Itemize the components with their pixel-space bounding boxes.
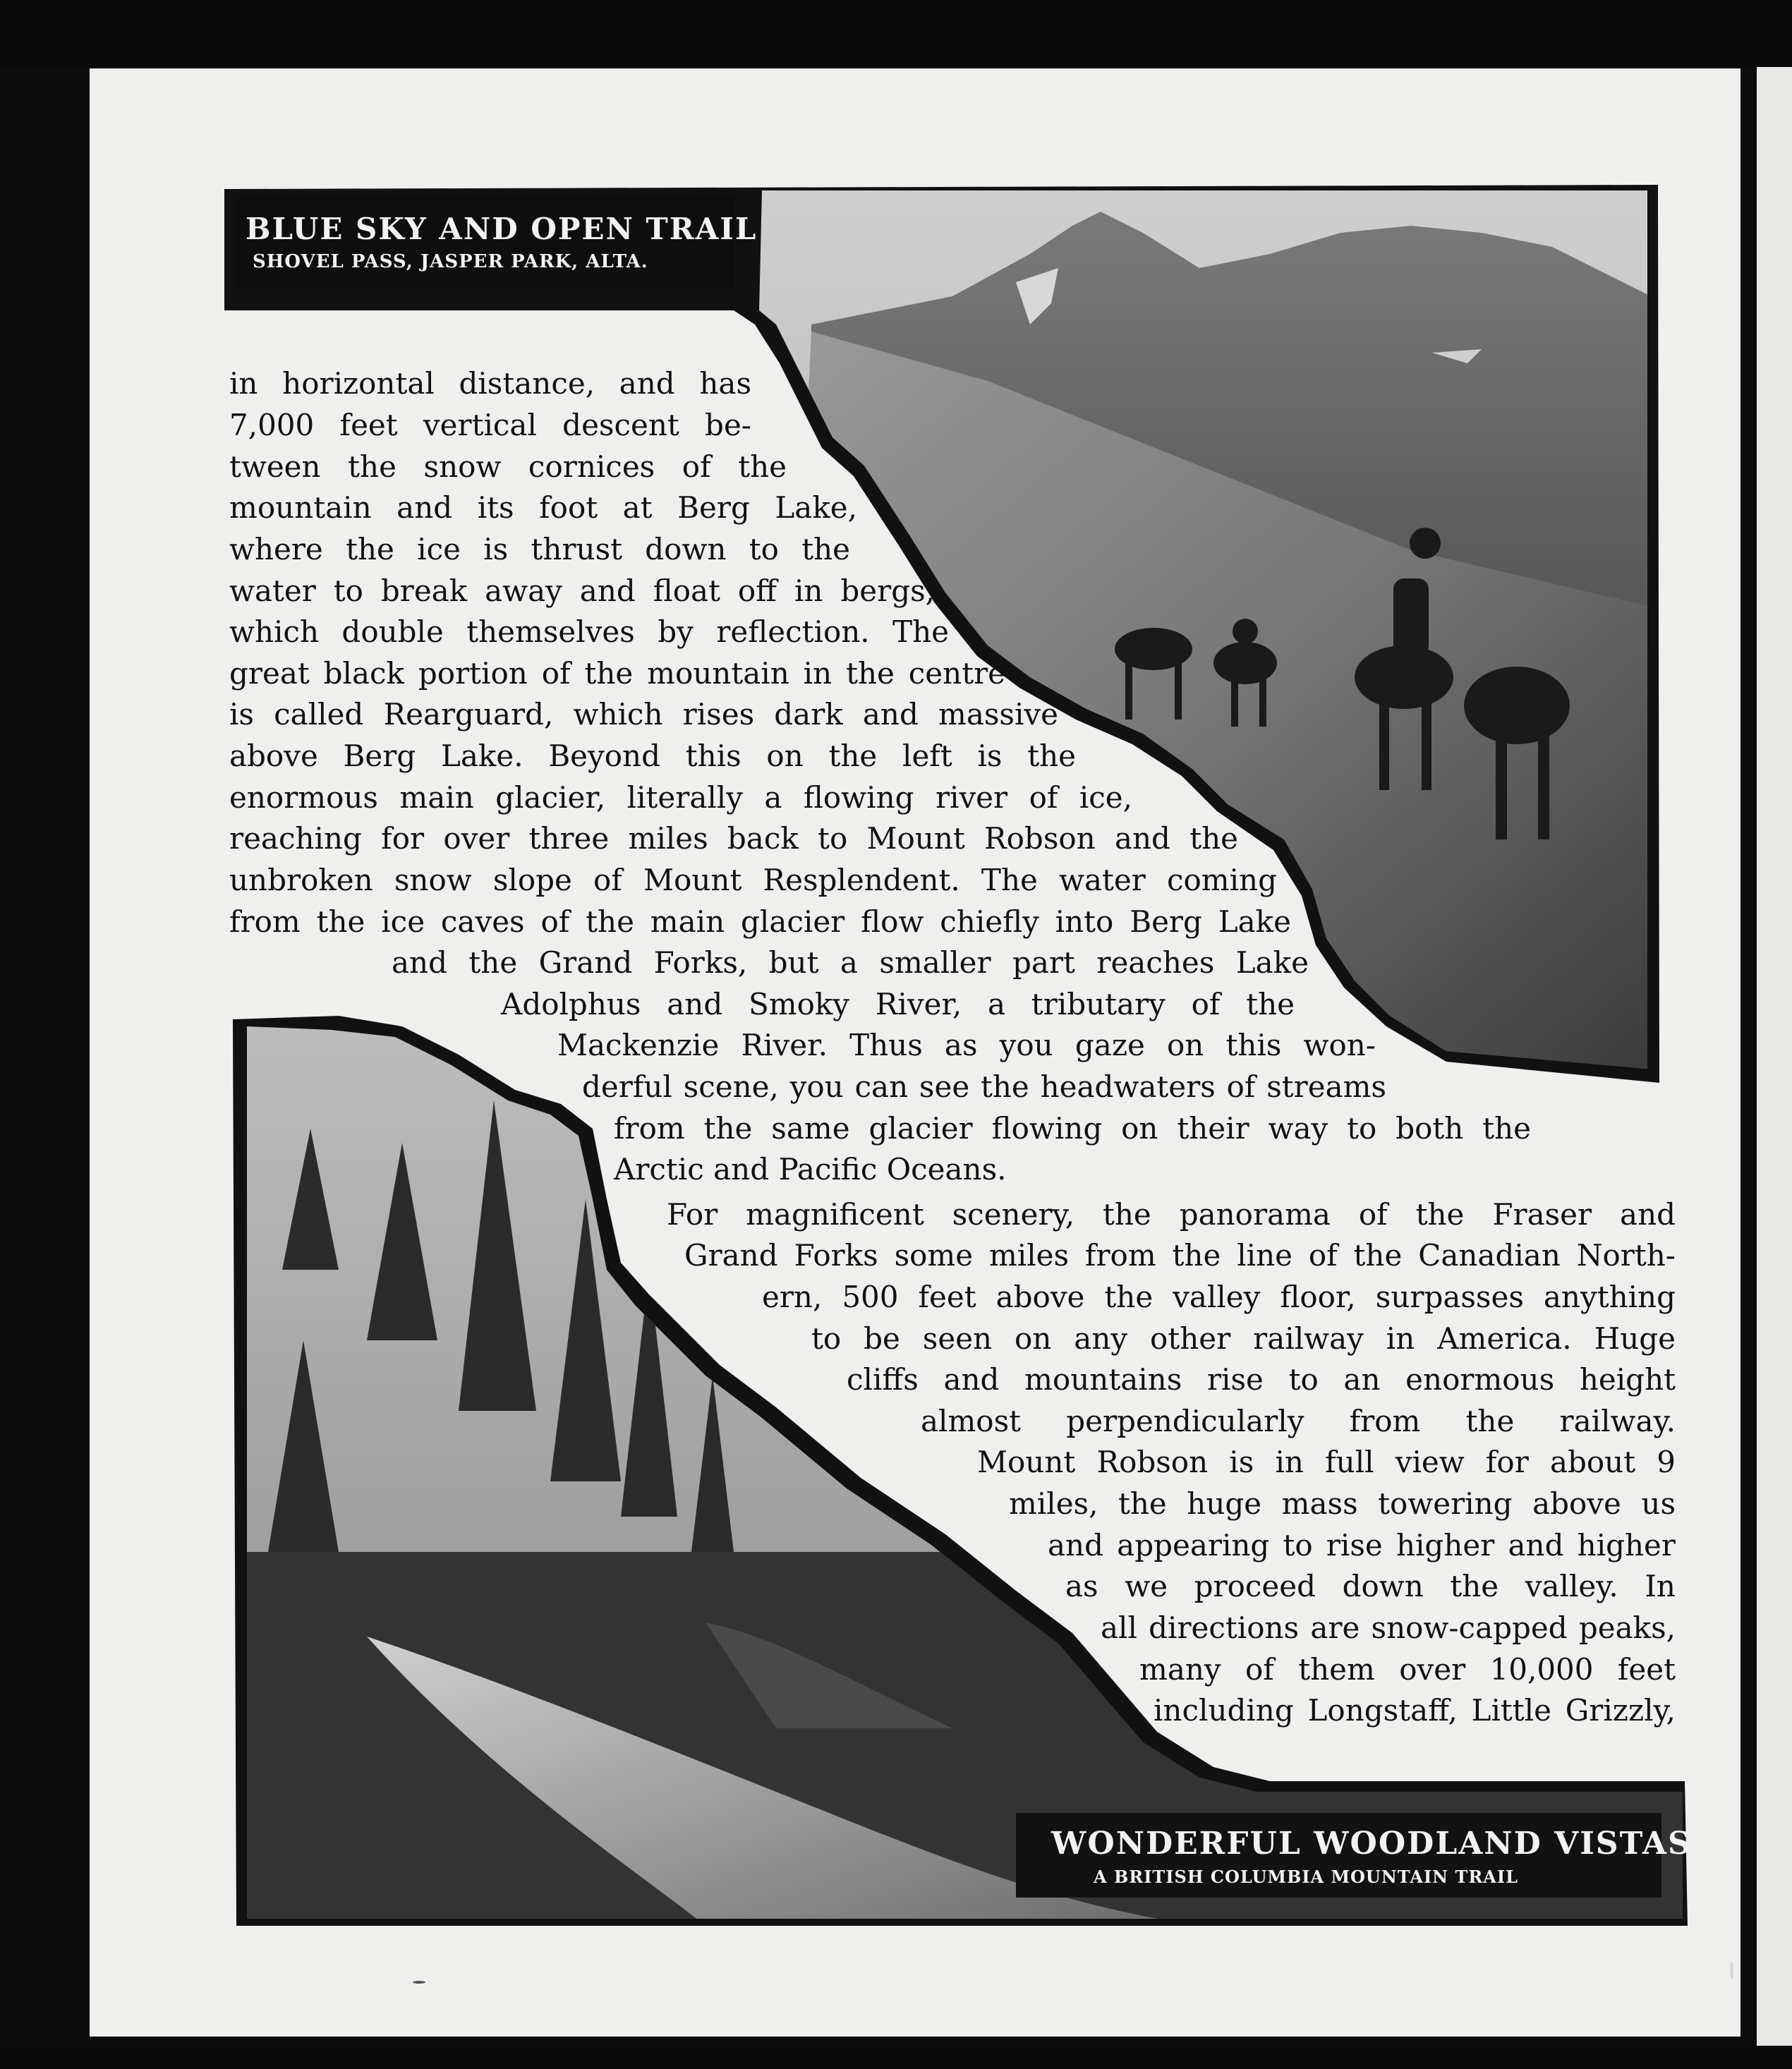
body-text-line: Mackenzie River. Thus as you gaze on this won-	[557, 1028, 1376, 1062]
body-text-line: miles, the huge mass towering above us	[1009, 1486, 1676, 1521]
body-text-line: Adolphus and Smoky River, a tributary of the	[501, 987, 1295, 1021]
body-text-line: as we proceed down the valley. In	[1065, 1569, 1676, 1603]
body-text-line: where the ice is thrust down to the	[229, 532, 850, 566]
body-text-line: Mount Robson is in full view for about 9	[977, 1445, 1676, 1479]
body-text-line: from the ice caves of the main glacier flow chiefly into Berg Lake	[229, 904, 1291, 939]
body-text-line: including Longstaff, Little Grizzly,	[1154, 1693, 1676, 1728]
body-text-line: Grand Forks some miles from the line of the Canadian North-	[684, 1238, 1676, 1273]
bottom-caption-title: WONDERFUL WOODLAND VISTAS	[1051, 1826, 1692, 1862]
top-caption-subtitle: SHOVEL PASS, JASPER PARK, ALTA.	[253, 251, 648, 272]
body-text-line: tween the snow cornices of the	[229, 449, 787, 484]
body-text-line: enormous main glacier, literally a flowing river of ice,	[229, 780, 1132, 815]
body-text-line: to be seen on any other railway in America. Huge	[811, 1321, 1676, 1356]
bottom-caption-subtitle: A BRITISH COLUMBIA MOUNTAIN TRAIL	[1094, 1867, 1518, 1887]
body-text-line: in horizontal distance, and has	[229, 366, 751, 401]
body-text-line: from the same glacier flowing on their way to both the	[614, 1111, 1531, 1146]
body-text-line: ern, 500 feet above the valley floor, surpasses anything	[762, 1280, 1676, 1314]
body-text-line: almost perpendicularly from the railway.	[921, 1404, 1676, 1438]
body-text-line: and appearing to rise higher and higher	[1048, 1528, 1676, 1563]
body-text-line: reaching for over three miles back to Mount Robson and the	[229, 821, 1238, 856]
body-text-line: above Berg Lake. Beyond this on the left is the	[229, 739, 1076, 773]
body-text-line: is called Rearguard, which rises dark and massive	[229, 697, 1058, 732]
body-text-line: For magnificent scenery, the panorama of the Fraser and	[667, 1197, 1676, 1232]
body-text-line: Arctic and Pacific Oceans.	[614, 1152, 1007, 1187]
body-text-line: great black portion of the mountain in the centre	[229, 656, 1005, 691]
body-text-line: which double themselves by reflection. The	[229, 614, 949, 649]
body-text-line: many of them over 10,000 feet	[1139, 1652, 1676, 1687]
body-text-line: water to break away and float off in bergs,	[229, 574, 935, 608]
body-text-line: and the Grand Forks, but a smaller part reaches Lake	[392, 945, 1309, 980]
body-text-line: 7,000 feet vertical descent be-	[229, 408, 751, 442]
body-text-line: cliffs and mountains rise to an enormous height	[847, 1362, 1676, 1397]
top-caption-title: BLUE SKY AND OPEN TRAIL	[246, 212, 758, 246]
body-text-line: derful scene, you can see the headwaters of streams	[582, 1069, 1386, 1104]
body-text-line: unbroken snow slope of Mount Resplendent. The water coming	[229, 863, 1277, 897]
body-text-line: mountain and its foot at Berg Lake,	[229, 490, 857, 525]
body-text-line: all directions are snow-capped peaks,	[1101, 1610, 1676, 1645]
